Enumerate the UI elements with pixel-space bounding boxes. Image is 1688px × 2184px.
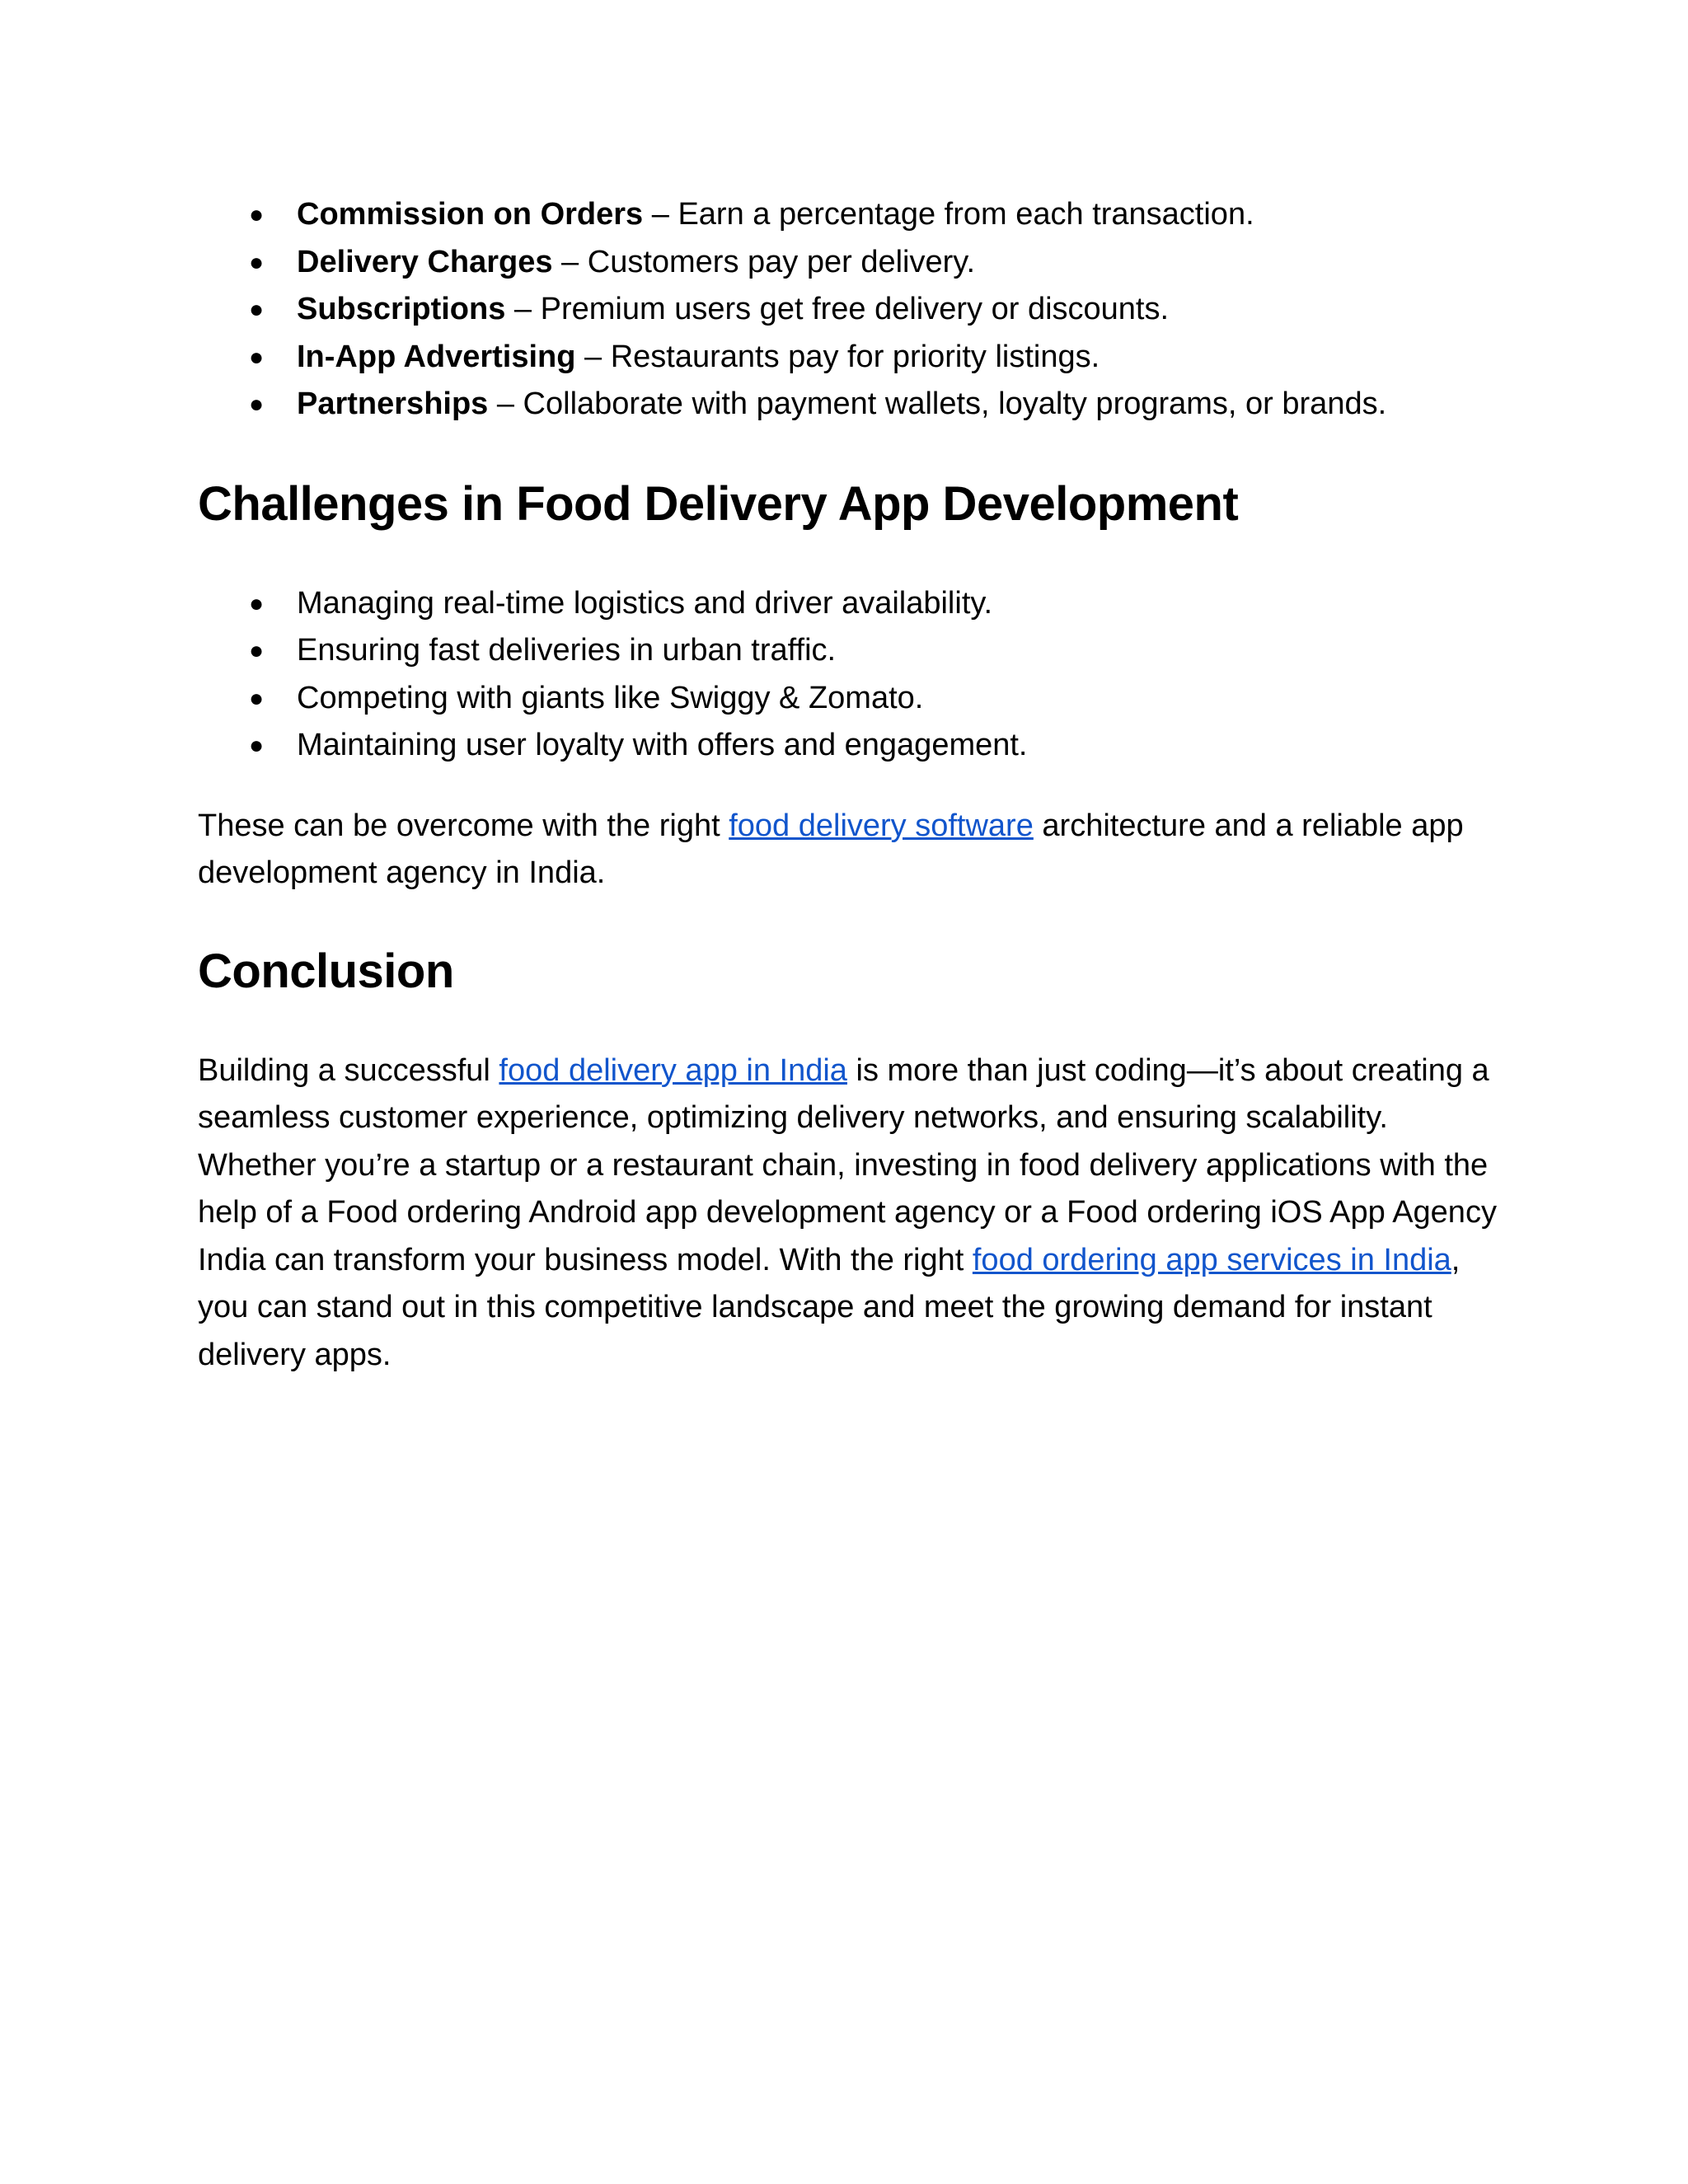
bullet-icon: ● [249,201,265,228]
challenges-heading: Challenges in Food Delivery App Development [198,476,1239,531]
list-item-term: In-App Advertising [297,339,576,374]
bullet-icon: ● [249,248,265,276]
list-item [198,580,1500,628]
list-item-desc: – Earn a percentage from each transaction. [643,197,1254,232]
list-item [198,286,1500,334]
list-item-desc: – Collaborate with payment wallets, loyalty programs, or brands. [488,387,1387,421]
paragraph-text: is more than just coding—it’s about creating a seamless customer experience, optimizing delivery networks, and ensuring scalability. Whether you’re a startup or a restaurant chain, investing in food delivery applications with the help of a Food ordering Android app development agency or a Food ordering iOS App Agency India can transform your business model. With the right [198,1052,1497,1277]
paragraph-text: These can be overcome with the right [198,808,729,843]
list-item-term: Commission on Orders [297,197,644,232]
list-item [198,191,1500,239]
challenges-list [198,580,1500,770]
list-item-text: Ensuring fast deliveries in urban traffic. [297,633,837,668]
list-item-text: Competing with giants like Swiggy & Zomato. [297,680,924,715]
list-item-desc: – Restaurants pay for priority listings. [575,339,1100,374]
food-delivery-software-link[interactable]: food delivery software [729,808,1034,843]
list-item-text: Managing real-time logistics and driver availability. [297,585,993,621]
conclusion-heading: Conclusion [198,944,454,998]
list-item-term: Subscriptions [297,292,506,326]
bullet-icon: ● [249,589,265,617]
list-item [198,675,1500,723]
paragraph-text: , you can stand out in this competitive landscape and meet the growing demand for instant delivery apps. [198,1242,1461,1372]
paragraph-text: Building a successful [198,1052,499,1088]
challenges-paragraph [198,803,1500,898]
revenue-model-list [198,191,1500,429]
list-item [198,239,1500,287]
list-item-term: Delivery Charges [297,244,553,279]
list-item-desc: – Customers pay per delivery. [552,244,975,279]
list-item-text: Maintaining user loyalty with offers and engagement. [297,728,1028,762]
paragraph-text: architecture and a reliable app development agency in India. [198,808,1464,890]
bullet-icon: ● [249,296,265,323]
document-content [198,191,1500,1379]
list-item [198,334,1500,382]
bullet-icon: ● [249,391,265,418]
list-item-desc: – Premium users get free delivery or discounts. [505,292,1170,326]
conclusion-paragraph [198,1047,1500,1380]
list-item [198,627,1500,675]
bullet-icon: ● [249,684,265,712]
list-item [198,381,1500,429]
food-delivery-app-india-link[interactable]: food delivery app in India [499,1052,847,1088]
list-item-term: Partnerships [297,387,489,421]
bullet-icon: ● [249,637,265,664]
list-item [198,722,1500,770]
bullet-icon: ● [249,343,265,371]
food-ordering-app-services-link[interactable]: food ordering app services in India [972,1242,1451,1277]
bullet-icon: ● [249,732,265,759]
